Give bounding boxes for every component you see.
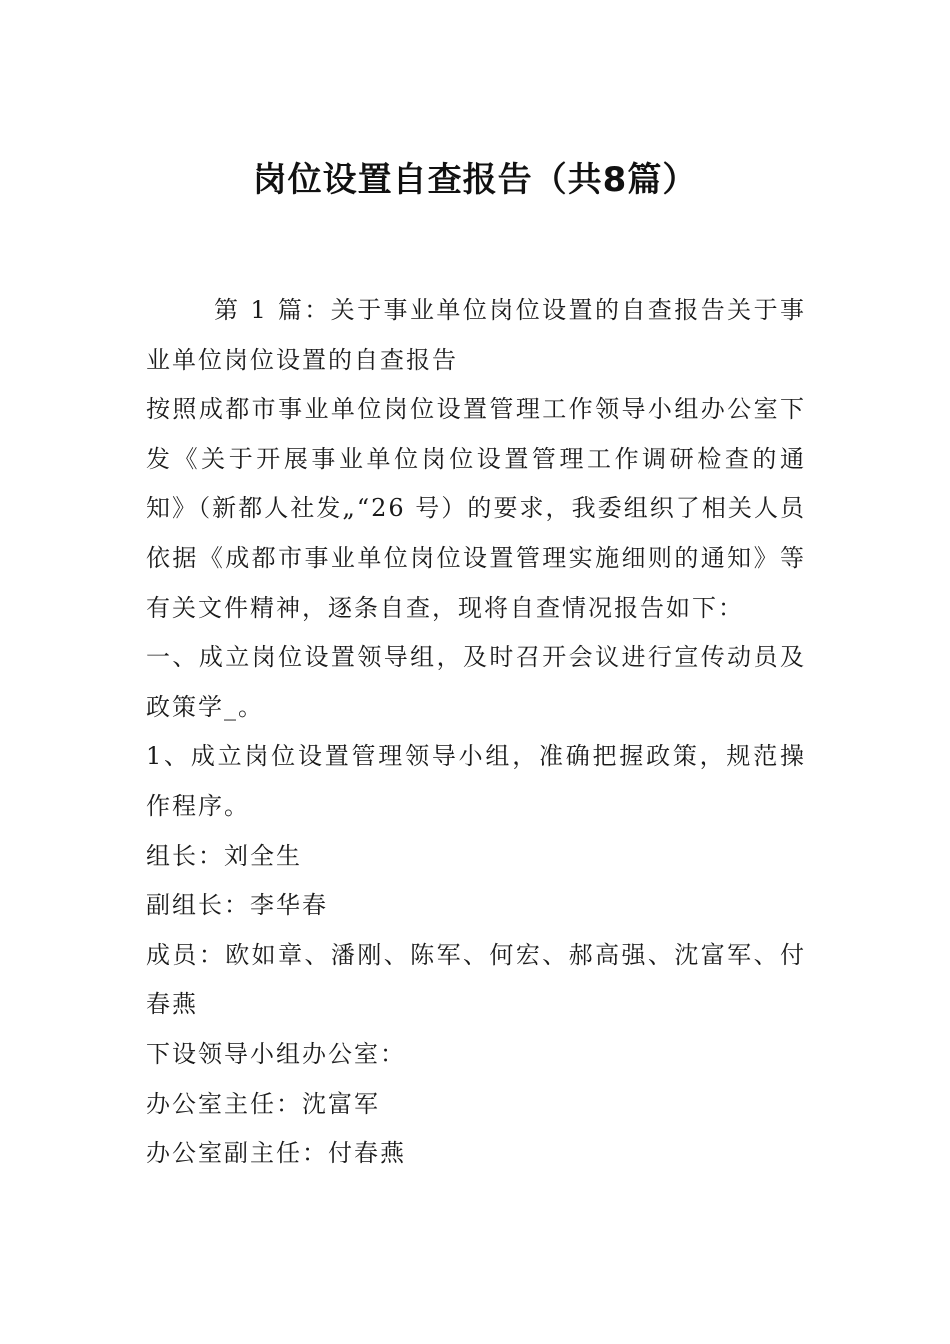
document-body xyxy=(146,286,806,1179)
paragraph-leader: 组长：刘全生 xyxy=(146,841,302,870)
paragraph-deputy-leader: 副组长：李华春 xyxy=(146,891,328,920)
paragraph-chapter-heading: 第 1 篇：关于事业单位岗位设置的自查报告关于事业单位岗位设置的自查报告 xyxy=(146,296,806,374)
paragraph-members: 成员：欧如章、潘刚、陈军、何宏、郝高强、沈富军、付春燕 xyxy=(146,940,806,1019)
paragraph-office: 下设领导小组办公室： xyxy=(146,1039,406,1068)
paragraph-office-deputy-director: 办公室副主任：付春燕 xyxy=(146,1139,406,1168)
paragraph-intro: 按照成都市事业单位岗位设置管理工作领导小组办公室下发《关于开展事业单位岗位设置管理工作调研检查的通知》（新都人社发„“26 号）的要求，我委组织了相关人员依据《成都市事业单位岗位设置管理实施细则的通知》等有关文件精神，逐条自查，现将自查情况报告如下： xyxy=(146,395,806,622)
document-title: 岗位设置自查报告（共8篇） xyxy=(252,160,698,200)
paragraph-item-one: 1、成立岗位设置管理领导小组，准确把握政策，规范操作程序。 xyxy=(146,742,806,820)
paragraph-section-one: 一、成立岗位设置领导组，及时召开会议进行宣传动员及政策学_。 xyxy=(146,643,806,721)
paragraph-office-director: 办公室主任：沈富军 xyxy=(146,1089,380,1118)
